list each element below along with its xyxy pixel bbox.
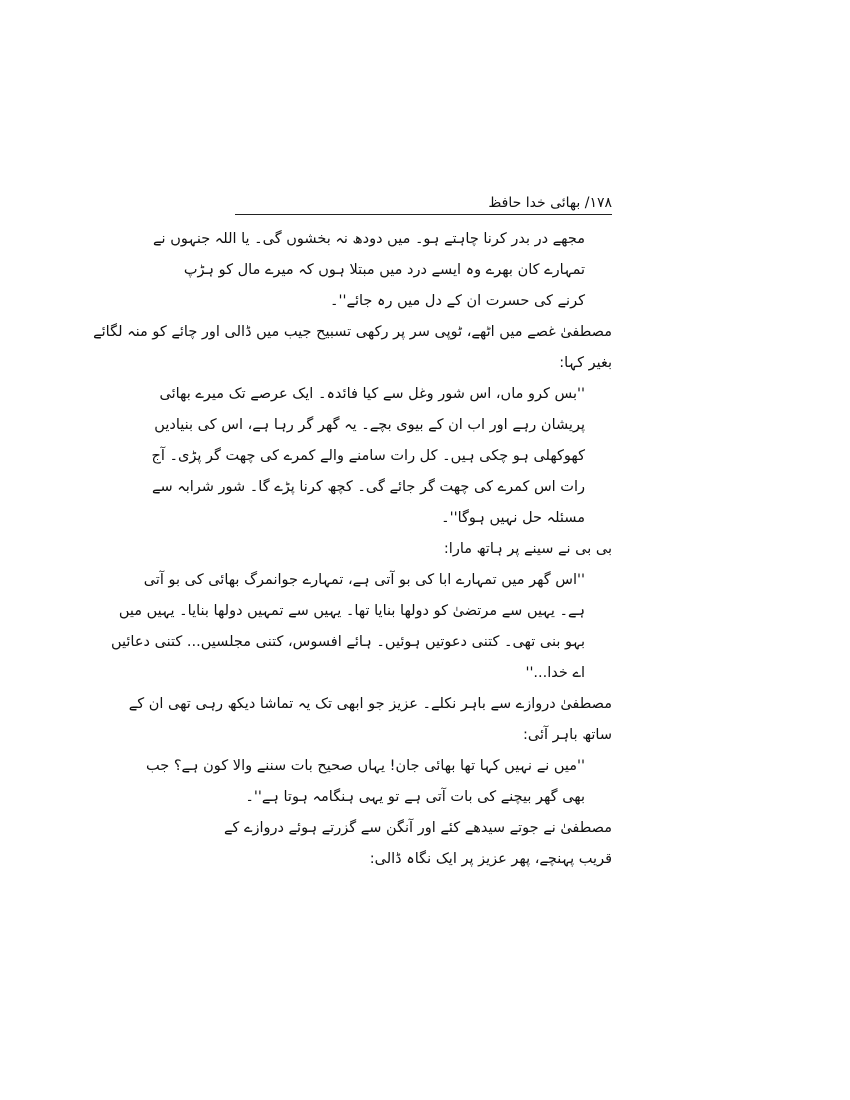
text-line: ''میں نے نہیں کہا تھا بھائی جان! یہاں صحیح بات سننے والا کون ہے؟ جب xyxy=(146,758,585,774)
text-line: تمہارے کان بھرے وہ ایسے درد میں مبتلا ہوں کہ میرے مال کو ہڑپ xyxy=(183,262,585,278)
text-line: بی بی نے سینے پر ہاتھ مارا: xyxy=(443,541,612,557)
text-line: رات اس کمرے کی چھت گر جائے گی۔ کچھ کرنا پڑے گا۔ شور شرابہ سے xyxy=(151,479,585,495)
header-rule xyxy=(235,214,612,215)
text-line: مصطفیٰ دروازے سے باہر نکلے۔ عزیز جو ابھی تک یہ تماشا دیکھ رہی تھی ان کے xyxy=(128,696,612,712)
text-line: مصطفیٰ غصے میں اٹھے، ٹوپی سر پر رکھی تسبیح جیب میں ڈالی اور چائے کو منہ لگائے xyxy=(93,324,612,340)
text-line: کرنے کی حسرت ان کے دل میں رہ جائے''۔ xyxy=(330,293,585,309)
text-line: اے خدا...'' xyxy=(525,665,585,681)
text-line: بغیر کہا: xyxy=(559,355,612,371)
text-line: کھوکھلی ہو چکی ہیں۔ کل رات سامنے والے کمرے کی چھت گر پڑی۔ آج xyxy=(151,448,585,464)
text-line: مصطفیٰ نے جوتے سیدھے کئے اور آنگن سے گزرتے ہوئے دروازے کے xyxy=(223,820,612,836)
text-line: مجھے در بدر کرنا چاہتے ہو۔ میں دودھ نہ بخشوں گی۔ یا اللہ جنہوں نے xyxy=(153,231,585,247)
text-line: ساتھ باہر آئی: xyxy=(523,727,612,743)
text-line: ہے۔ یہیں سے مرتضیٰ کو دولھا بنایا تھا۔ یہیں سے تمہیں دولھا بنایا۔ یہیں میں xyxy=(118,603,585,619)
running-header: ۱۷۸/ بھائی خدا حافظ xyxy=(488,195,612,211)
text-line: ''بس کرو ماں، اس شور وغل سے کیا فائدہ۔ ایک عرصے تک میرے بھائی xyxy=(159,386,585,402)
body-text xyxy=(93,224,612,875)
text-line: بہو بنی تھی۔ کتنی دعوتیں ہوئیں۔ ہائے افسوس، کتنی مجلسیں... کتنی دعائیں xyxy=(110,634,585,650)
text-line: پریشان رہے اور اب ان کے بیوی بچے۔ یہ گھر گر رہا ہے، اس کی بنیادیں xyxy=(154,417,585,433)
text-line: مسئلہ حل نہیں ہوگا''۔ xyxy=(441,510,585,526)
text-line: قریب پہنچے، پھر عزیز پر ایک نگاہ ڈالی: xyxy=(369,851,612,867)
text-line: بھی گھر بیچنے کی بات آتی ہے تو یہی ہنگامہ ہوتا ہے''۔ xyxy=(245,789,585,805)
text-line: ''اس گھر میں تمہارے ابا کی بو آتی ہے، تمہارے جوانمرگ بھائی کی بو آتی xyxy=(143,572,585,588)
